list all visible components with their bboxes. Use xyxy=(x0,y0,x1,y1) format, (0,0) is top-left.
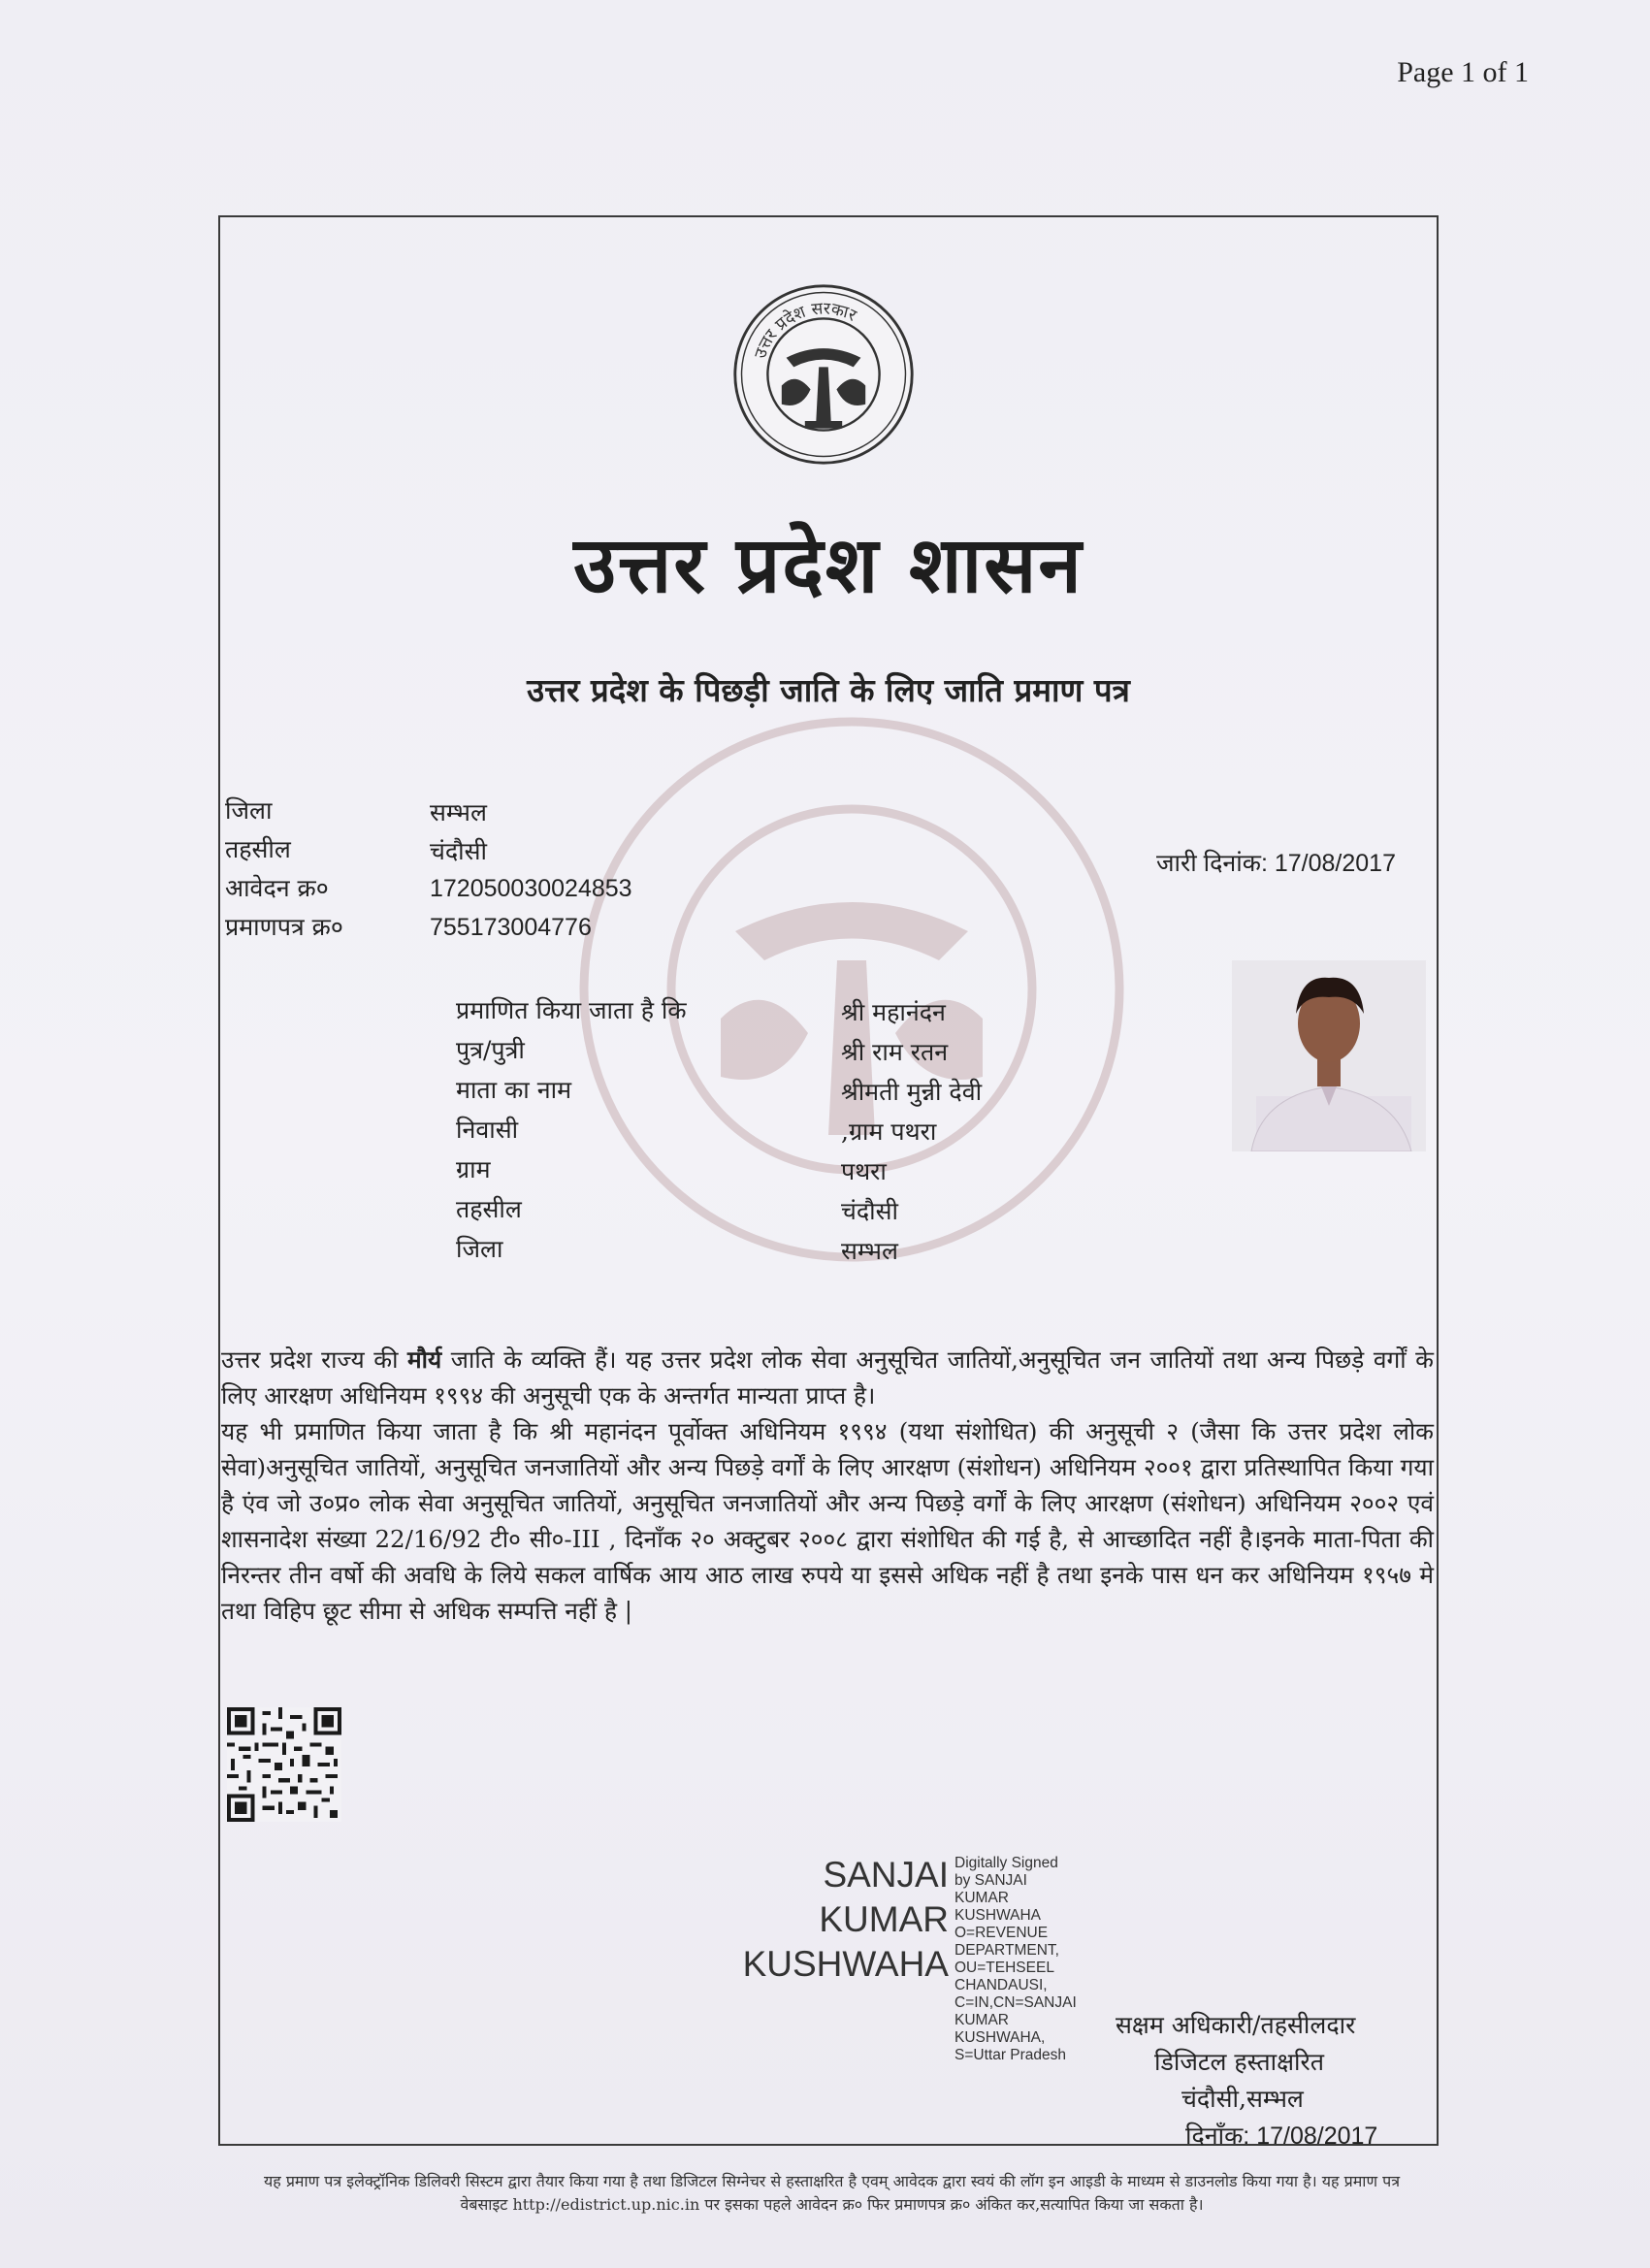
field-value: सम्भल xyxy=(841,1237,898,1265)
authority-designation: सक्षम अधिकारी/तहसीलदार xyxy=(1116,2011,1356,2039)
emblem-text: उत्तर प्रदेश सरकार xyxy=(751,299,859,362)
caste-name: मौर्य xyxy=(407,1345,442,1374)
sig-detail-line: by SANJAI xyxy=(954,1872,1027,1889)
sig-detail-line: KUMAR xyxy=(954,2012,1009,2028)
qr-code xyxy=(227,1707,341,1822)
field-value: श्री महानंदन xyxy=(841,998,946,1026)
body-text: यह भी प्रमाणित किया जाता है कि श्री महानंदन पूर्वोक्त अधिनियम १९९४ (यथा संशोधित) की अनुसूची २ (जैसा कि उत्तर प्रदेश लोक सेवा)अनुसूचित जातियों, अनुसूचित जनजातियों और अन्य पिछड़े वर्गों के लिए आरक्षण (संशोधन) अधिनियम २००१ द्वारा प्रतिस्थापित किया गया है एंव जो उ०प्र० लोक सेवा अनुसूचित जातियों, अनुसूचित जनजातियों और अन्य पिछड़े वर्गों के लिए आरक्षण (संशोधन) अधिनियम २००२ एवं शासनादेश संख्या 22/16/92 टी० सी०-III , दिनाँक २० अक्टुबर २००८ द्वारा संशोधित की गई है, से आच्छादित नहीं है।इनके माता-पिता की निरन्तर तीन वर्षो की अवधि के लिये सकल वार्षिक आय आठ लाख रुपये या इससे अधिक नहीं है तथा इनके पास धन कर अधिनियम १९५७ मे तथा विहिप छूट सीमा से अधिक सम्पत्ति नहीं है | xyxy=(221,1417,1434,1625)
certificate-number: 755173004776 xyxy=(430,914,592,941)
signer-name-line3: KUSHWAHA xyxy=(742,1944,949,1984)
body-text: उत्तर प्रदेश राज्य की xyxy=(221,1345,408,1374)
sig-detail-line: OU=TEHSEEL xyxy=(954,1960,1054,1976)
government-title: उत्तर प्रदेश शासन xyxy=(573,519,1084,610)
field-label: निवासी xyxy=(456,1116,519,1144)
sig-detail-line: Digitally Signed xyxy=(954,1855,1058,1871)
detail-label: आवेदन क्र० xyxy=(225,874,329,902)
sig-detail-line: DEPARTMENT, xyxy=(954,1942,1059,1959)
authority-date: दिनाँक: 17/08/2017 xyxy=(1185,2122,1378,2150)
sig-detail-line: CHANDAUSI, xyxy=(954,1977,1048,1993)
signer-name-line1: SANJAI xyxy=(823,1855,949,1895)
sig-detail-line: C=IN,CN=SANJAI xyxy=(954,1994,1077,2011)
emblem-watermark xyxy=(561,698,1143,1280)
field-value: चंदौसी xyxy=(841,1197,899,1225)
application-number: 172050030024853 xyxy=(430,875,632,902)
detail-label: तहसील xyxy=(225,835,291,863)
applicant-photo xyxy=(1232,960,1426,1151)
field-value: पथरा xyxy=(841,1157,887,1185)
field-value: श्रीमती मुन्नी देवी xyxy=(841,1078,983,1106)
detail-label: जिला xyxy=(225,796,273,825)
detail-value: सम्भल xyxy=(430,798,487,826)
field-label: ग्राम xyxy=(456,1155,491,1183)
footer-note: यह प्रमाण पत्र इलेक्ट्रॉनिक डिलिवरी सिस्टम द्वारा तैयार किया गया है तथा डिजिटल सिग्नेचर से हस्ताक्षरित है एवम् आवेदक द्वारा स्वयं की लॉग इन आइडी के माध्यम से डाउनलोड किया गया है। यह प्रमाण पत्र वेबसाइट http://edistrict.up.nic.in पर इसका पहले आवेदन क्र० फिर प्रमाणपत्र क्र० अंकित कर,सत्यापित किया जा सकता है। xyxy=(263,2172,1401,2214)
authority-location: चंदौसी,सम्भल xyxy=(1181,2085,1304,2113)
sig-detail-line: KUMAR xyxy=(954,1890,1009,1906)
sig-detail-line: KUSHWAHA xyxy=(954,1907,1041,1924)
up-government-emblem xyxy=(730,281,917,468)
field-label: माता का नाम xyxy=(456,1076,572,1104)
field-value: श्री राम रतन xyxy=(841,1038,949,1066)
digital-signature-details xyxy=(954,1855,1090,2064)
field-label: जिला xyxy=(456,1235,503,1263)
sig-detail-line: S=Uttar Pradesh xyxy=(954,2047,1067,2063)
authority-digital-signed: डिजिटल हस्ताक्षरित xyxy=(1154,2048,1324,2076)
detail-label: प्रमाणपत्र क्र० xyxy=(225,913,343,941)
field-label: पुत्र/पुत्री xyxy=(456,1036,525,1064)
certificate-title: उत्तर प्रदेश के पिछड़ी जाति के लिए जाति प्रमाण पत्र xyxy=(527,671,1130,709)
field-label: प्रमाणित किया जाता है कि xyxy=(456,996,687,1024)
signer-name-line2: KUMAR xyxy=(819,1899,949,1939)
sig-detail-line: O=REVENUE xyxy=(954,1925,1049,1941)
body-text: जाति के व्यक्ति हैं। यह उत्तर प्रदेश लोक सेवा अनुसूचित जातियों,अनुसूचित जन जातियों तथा अन्य पिछड़े वर्गों के लिए आरक्षण अधिनियम १९९४ की अनुसूची एक के अन्तर्गत मान्यता प्राप्त है। xyxy=(221,1345,1434,1409)
issue-date: जारी दिनांक: 17/08/2017 xyxy=(1156,850,1396,877)
field-label: तहसील xyxy=(456,1195,522,1223)
detail-value: चंदौसी xyxy=(430,837,488,865)
sig-detail-line: KUSHWAHA, xyxy=(954,2029,1046,2046)
field-value: ,ग्राम पथरा xyxy=(841,1118,937,1146)
page-number: Page 1 of 1 xyxy=(1397,56,1529,88)
certificate-body xyxy=(221,1342,1434,1629)
